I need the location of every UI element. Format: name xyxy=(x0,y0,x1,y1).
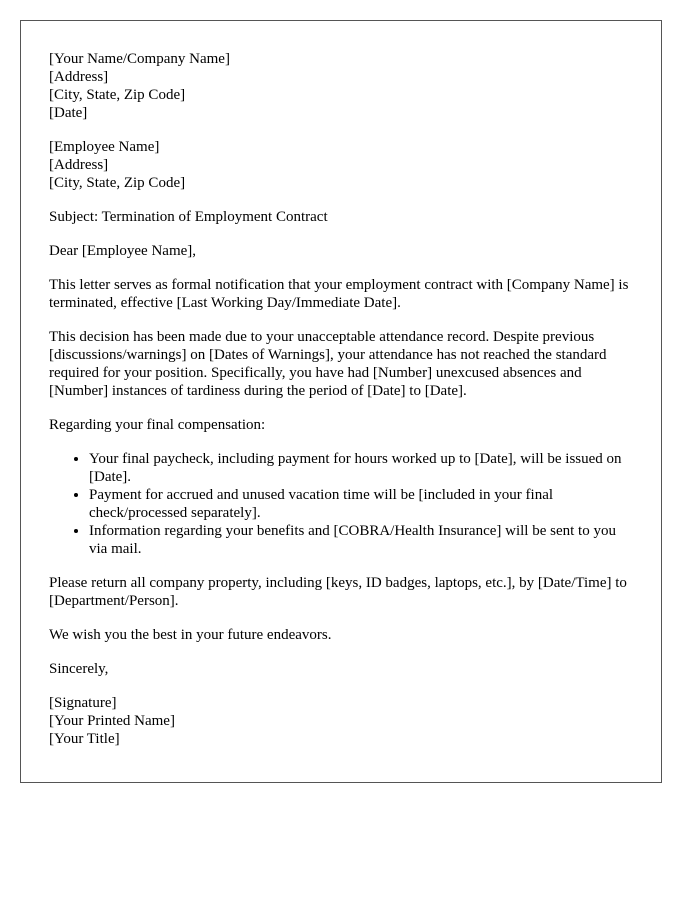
letter-document xyxy=(20,20,662,783)
notice-paragraph: This letter serves as formal notification that your employment contract with [Company Name] is terminated, effective [Last Working Day/Immediate Date]. xyxy=(49,277,629,311)
list-item: • Payment for accrued and unused vacation time will be [included in your final check/processed separately]. xyxy=(89,486,633,522)
list-item: • Information regarding your benefits and [COBRA/Health Insurance] will be sent to you via mail. xyxy=(89,522,633,558)
subject-line: Subject: Termination of Employment Contract xyxy=(49,209,328,225)
sender-date: [Date] xyxy=(49,105,88,121)
recipient-block xyxy=(49,138,633,192)
compensation-intro: Regarding your final compensation: xyxy=(49,417,266,433)
recipient-name: [Employee Name] xyxy=(49,139,160,155)
printed-name: [Your Printed Name] xyxy=(49,713,175,729)
wishes-paragraph: We wish you the best in your future endeavors. xyxy=(49,627,332,643)
recipient-address: [Address] xyxy=(49,157,109,173)
list-item: • Your final paycheck, including payment for hours worked up to [Date], will be issued on [Date]. xyxy=(89,450,633,486)
signature-block xyxy=(49,694,633,748)
recipient-city-state-zip: [City, State, Zip Code] xyxy=(49,175,186,191)
compensation-list xyxy=(49,450,633,558)
closing: Sincerely, xyxy=(49,661,109,677)
salutation: Dear [Employee Name], xyxy=(49,243,197,259)
sender-name: [Your Name/Company Name] xyxy=(49,51,230,67)
signature: [Signature] xyxy=(49,695,117,711)
sender-address: [Address] xyxy=(49,69,109,85)
reason-paragraph: This decision has been made due to your unacceptable attendance record. Despite previous [discussions/warnings] on [Dates of Warnings], your attendance has not reached the standard required for your position. Specifically, you have had [Number] unexcused absences and [Number] instances of tardiness during the period of [Date] to [Date]. xyxy=(49,329,607,399)
property-paragraph: Please return all company property, including [keys, ID badges, laptops, etc.], by [Date/Time] to [Department/Person]. xyxy=(49,575,627,609)
sender-city-state-zip: [City, State, Zip Code] xyxy=(49,87,186,103)
sender-block xyxy=(49,50,633,122)
signer-title: [Your Title] xyxy=(49,731,120,747)
